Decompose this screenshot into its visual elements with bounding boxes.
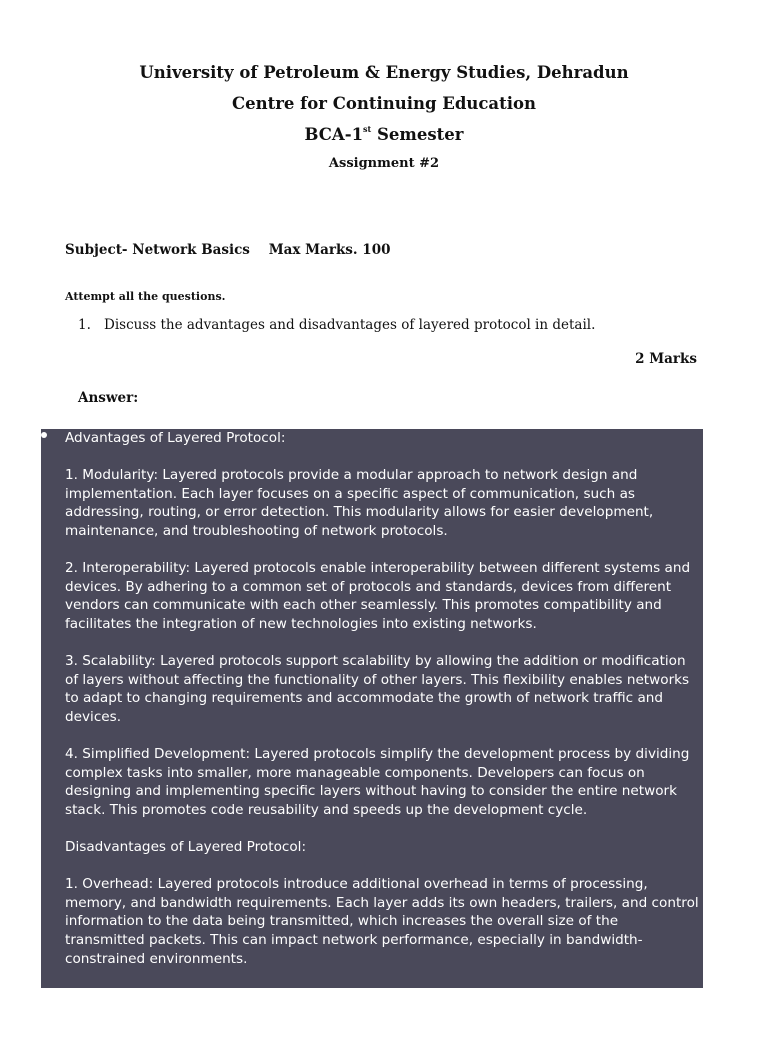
course-suffix: Semester (371, 125, 464, 144)
course-ordinal: st (363, 123, 372, 134)
question-text: Discuss the advantages and disadvantages of layered protocol in detail. (104, 317, 596, 333)
answer-paragraph: 1. Overhead: Layered protocols introduce additional overhead in terms of processing, memory, and bandwidth requirements. Each layer adds its own headers, trailers, and control information to the data being transmitted, which increases the overall size of the transmitted packets. This can impact network performance, especially in bandwidth-constrained environments. (65, 876, 699, 967)
question-item (78, 317, 595, 333)
question-number: 1. (78, 317, 91, 333)
university-title: University of Petroleum & Energy Studies, Dehradun (139, 63, 629, 82)
question-marks: 2 Marks (635, 351, 697, 367)
answer-paragraph: 3. Scalability: Layered protocols support scalability by allowing the addition or modification of layers without affecting the functionality of other layers. This flexibility enables networks to adapt to changing requirements and accommodate the growth of network traffic and devices. (65, 653, 690, 725)
answer-paragraph: 2. Complexity: Layered protocols can become complex, especially in large networks with multiple layers. Understanding and managing the interactions between different layers can be challenging, (65, 987, 689, 1041)
answer-paragraph: Disadvantages of Layered Protocol: (65, 839, 307, 856)
course-title (0, 125, 768, 144)
answer-label: Answer: (78, 390, 139, 406)
instructions: Attempt all the questions. (65, 290, 226, 303)
answer-block (41, 429, 703, 1041)
answer-paragraph: 2. Interoperability: Layered protocols enable interoperability between different systems and devices. By adhering to a common set of protocols and standards, devices from different vendors can communicate with each other seamlessly. This promotes compatibility and facilitates the integration of new technologies into existing networks. (65, 560, 691, 632)
course-prefix: BCA-1 (304, 125, 364, 144)
bullet-marker (41, 432, 47, 438)
answer-paragraph: 4. Simplified Development: Layered protocols simplify the development process by dividing complex tasks into smaller, more manageable components. Developers can focus on designing and implementing specific layers without having to consider the entire network stack. This promotes code reusability and speeds up the development cycle. (65, 746, 690, 818)
answer-text (65, 429, 701, 1061)
centre-title: Centre for Continuing Education (231, 94, 537, 113)
subject-line: Subject- Network Basics Max Marks. 100 (65, 242, 391, 258)
assignment-title: Assignment #2 (328, 156, 440, 171)
answer-paragraph: Advantages of Layered Protocol: (65, 430, 286, 446)
answer-paragraph: 1. Modularity: Layered protocols provide a modular approach to network design and implementation. Each layer focuses on a specific aspect of communication, such as addressing, routing, or error detection. This modularity allows for easier development, maintenance, and troubleshooting of network protocols. (65, 467, 654, 539)
